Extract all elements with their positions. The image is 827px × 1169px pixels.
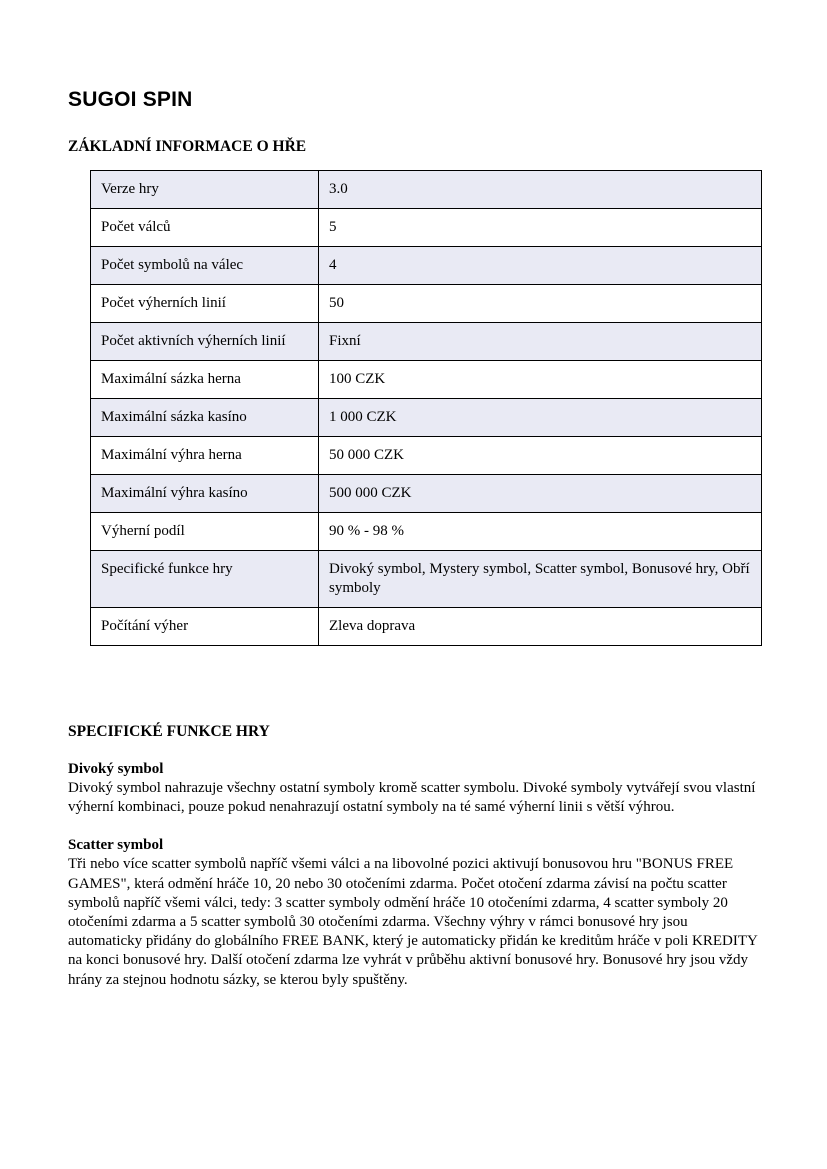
table-row <box>91 551 762 608</box>
table-row <box>91 475 762 513</box>
table-row <box>91 209 762 247</box>
table-row <box>91 513 762 551</box>
table-cell-value: 1 000 CZK <box>319 399 762 437</box>
table-cell-value: Fixní <box>319 323 762 361</box>
table-cell-label: Maximální výhra kasíno <box>91 475 319 513</box>
table-cell-value: Divoký symbol, Mystery symbol, Scatter symbol, Bonusové hry, Obří symboly <box>319 551 762 608</box>
table-row <box>91 323 762 361</box>
table-cell-label: Počet aktivních výherních linií <box>91 323 319 361</box>
table-cell-label: Maximální výhra herna <box>91 437 319 475</box>
page-title: SUGOI SPIN <box>68 88 193 111</box>
subsection-title-scatter-symbol: Scatter symbol <box>68 837 164 854</box>
table-cell-label: Počítání výher <box>91 608 319 646</box>
table-cell-label: Maximální sázka herna <box>91 361 319 399</box>
table-cell-label: Počet výherních linií <box>91 285 319 323</box>
table-cell-label: Specifické funkce hry <box>91 551 319 608</box>
section-heading-specific-functions: SPECIFICKÉ FUNKCE HRY <box>68 723 270 740</box>
table-cell-label: Verze hry <box>91 171 319 209</box>
game-info-table <box>90 170 762 646</box>
table-cell-value: 90 % - 98 % <box>319 513 762 551</box>
table-row <box>91 247 762 285</box>
table-row <box>91 608 762 646</box>
table-cell-value: 3.0 <box>319 171 762 209</box>
table-row <box>91 361 762 399</box>
table-cell-value: 100 CZK <box>319 361 762 399</box>
table-cell-label: Počet symbolů na válec <box>91 247 319 285</box>
table-cell-value: 500 000 CZK <box>319 475 762 513</box>
table-cell-label: Výherní podíl <box>91 513 319 551</box>
table-cell-label: Maximální sázka kasíno <box>91 399 319 437</box>
paragraph-wild-symbol: Divoký symbol nahrazuje všechny ostatní symboly kromě scatter symbolu. Divoké symboly vytvářejí svou vlastní výherní kombinaci, pouze pokud nenahrazují ostatní symboly na té samé výherní linii s větší výhrou. <box>68 780 756 816</box>
table-row <box>91 285 762 323</box>
table-cell-label: Počet válců <box>91 209 319 247</box>
table-row <box>91 171 762 209</box>
table-cell-value: 50 000 CZK <box>319 437 762 475</box>
table-cell-value: 50 <box>319 285 762 323</box>
table-cell-value: Zleva doprava <box>319 608 762 646</box>
subsection-title-wild-symbol: Divoký symbol <box>68 761 164 777</box>
table-cell-value: 5 <box>319 209 762 247</box>
table-row <box>91 437 762 475</box>
table-row <box>91 399 762 437</box>
paragraph-scatter-symbol: Tři nebo více scatter symbolů napříč všemi válci a na libovolné pozici aktivují bonusovou hru "BONUS FREE GAMES", která odmění hráče 10, 20 nebo 30 otočeními zdarma. Počet otočení zdarma závisí na počtu scatter symbolů napříč všemi válci, tedy: 3 scatter symboly odmění hráče 10 otočeními zdarma, 4 scatter symboly 20 otočeními zdarma a 5 scatter symbolů 30 otočeními zdarma. Všechny výhry v rámci bonusové hry jsou automaticky přidány do globálního FREE BANK, který je automaticky přidán ke kreditům hráče v poli KREDITY na konci bonusové hry. Další otočení zdarma lze vyhrát v průběhu aktivní bonusové hry. Bonusové hry jsou vždy hrány za stejnou hodnotu sázky, se kterou byly spuštěny. <box>68 856 758 988</box>
section-heading-basic-info: ZÁKLADNÍ INFORMACE O HŘE <box>68 138 307 155</box>
table-cell-value: 4 <box>319 247 762 285</box>
